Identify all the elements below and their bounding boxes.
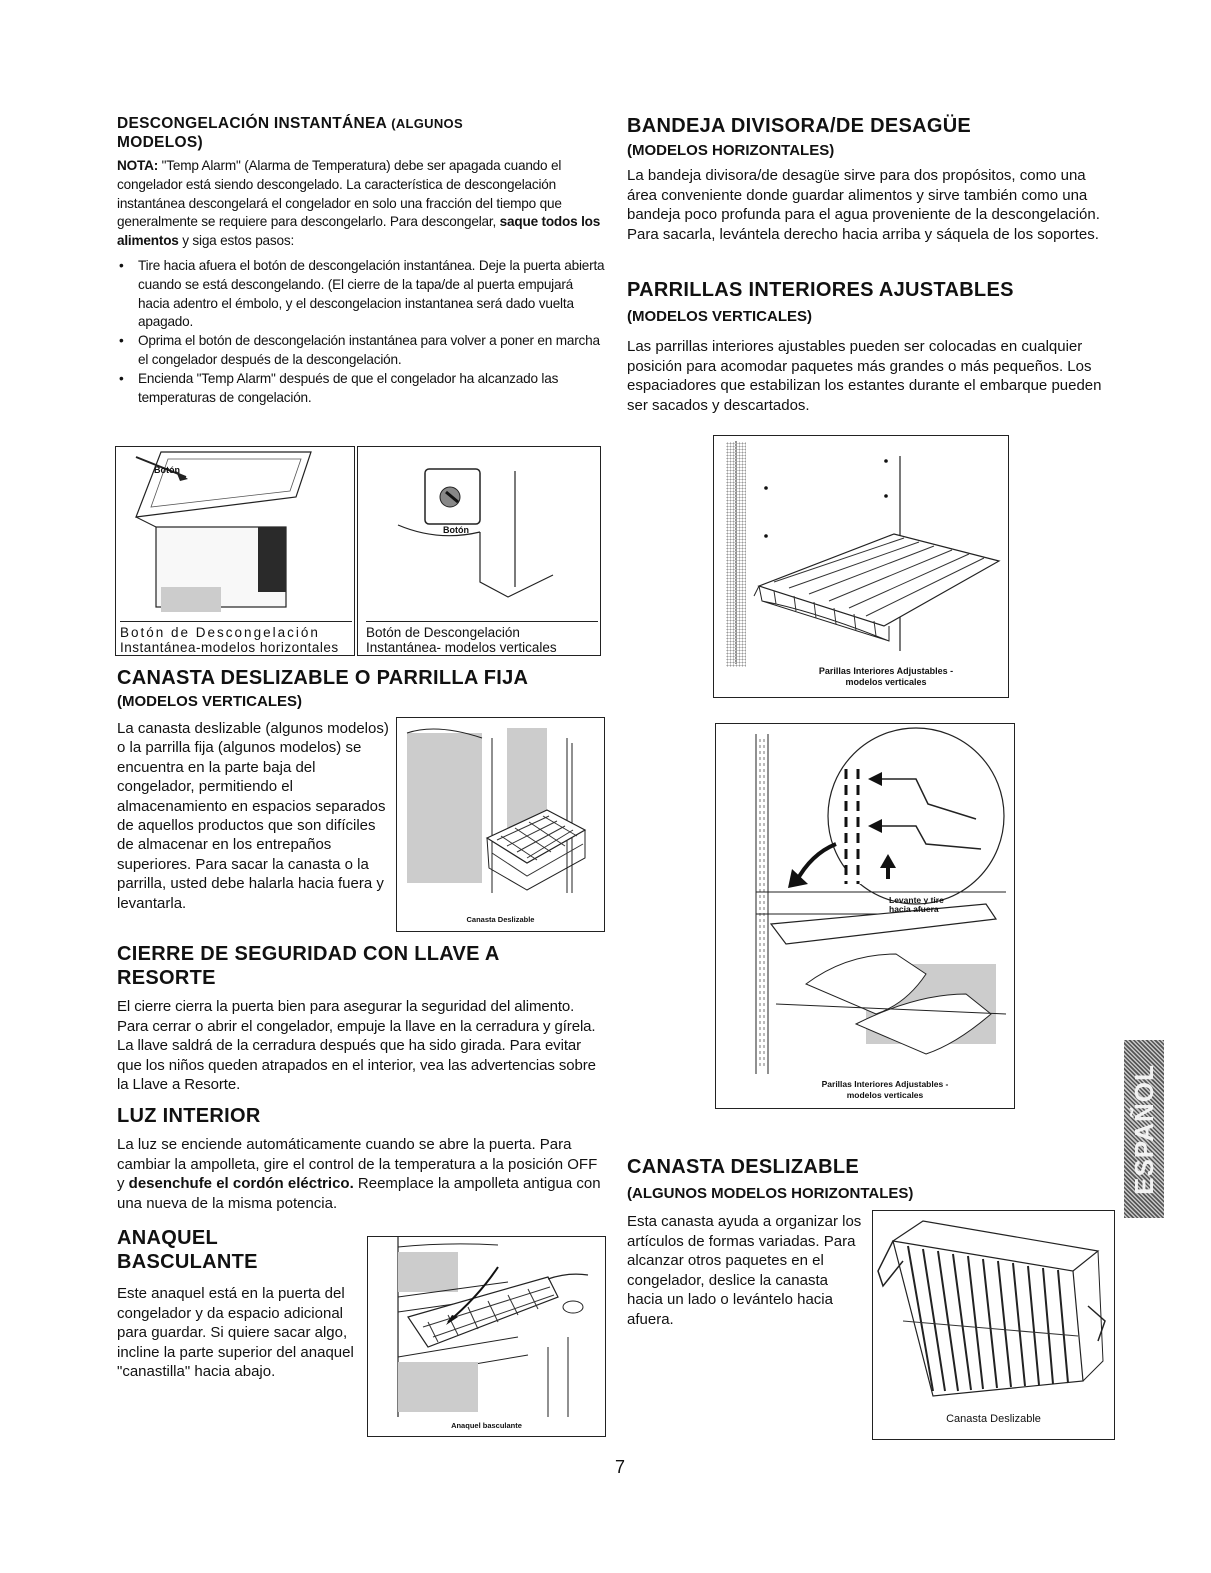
fig-caption: Canasta Deslizable [946,1413,1041,1425]
canasta-fija-body: La canasta deslizable (algunos modelos) o la parrilla fija (algunos modelos) se encuentra en la parte baja del congelador, permitiendo el almacenamiento en espacios separados de aquellos productos que son difíciles de almacenar en los entrepaños superiores. Para sacar la canasta o la parrilla, usted debe halarla hacia fuera y levantarla. [117,720,389,912]
figure-canasta-deslizable [396,717,605,932]
fig-label-boton: Botón [154,465,180,475]
chest-basket-illustration [873,1211,1113,1411]
caption-line: Parillas Interiores Adjustables - [818,666,954,676]
luz-text: Reemplace la ampolleta antigua con una nueva de la misma potencia. [117,1175,601,1212]
fig-label-levante [889,896,944,914]
figure-boton-horizontal [115,446,355,656]
section-luz [117,1104,607,1213]
canasta-h-body: Esta canasta ayuda a organizar los artículos de formas variadas. Para alcanzar otros paquetes en el congelador, deslice la canasta hacia un lado o levántelo hacia afuera. [627,1213,862,1328]
heading-descongelacion [117,114,607,152]
section-canasta-h [627,1155,1117,1204]
label-line: hacia afuera [889,904,939,914]
lift-shelf-illustration [716,724,1013,1079]
heading-part: ANAQUEL [117,1227,218,1249]
nota-text: "Temp Alarm" (Alarma de Temperatura) debe ser apagada cuando el congelador está siendo descongelado. La característica de descongelación instantánea descongelará el congelador en solo una fracción del tiempo que generalmente se requiere para descongelarlo. Para descongelar, [117,158,562,230]
caption-line: Botón de Descongelación [120,625,320,640]
bullet-item: • Oprima el botón de descongelación instantánea para volver a poner en marcha el congelador después de la descongelación. [117,332,607,370]
parrillas-body: Las parrillas interiores ajustables pueden ser colocadas en cualquier posición para acomodar paquetes más grandes o más pequeños. Los espaciadores que estabilizan los estantes durante el embarque pueden ser sacados y descartados. [627,338,1102,414]
label-line: Levante y tire [889,895,944,905]
heading-part: MODELOS) [117,134,203,151]
nota-label: NOTA: [117,158,159,173]
section-parrillas [627,278,1117,415]
fig-caption [776,1079,994,1101]
fig-caption [784,666,988,688]
luz-text: La luz se enciende automáticamente cuando se abre la puerta. Para cambiar la ampolleta, gire el control de la temperatura a la posición OFF y [117,1136,598,1193]
figure-boton-vertical [357,446,601,656]
heading-parrillas: PARRILLAS INTERIORES AJUSTABLES [627,279,1014,301]
tilting-shelf-illustration [368,1237,604,1417]
subheading-parrillas: (MODELOS VERTICALES) [627,308,813,325]
nota-end: y siga estos pasos: [178,233,295,249]
language-side-tab [1124,1040,1164,1218]
figure-anaquel [367,1236,606,1437]
bandeja-body: La bandeja divisora/de desagüe sirve para dos propósitos, como una área conveniente donde guardar alimentos y sirve también como una bandeja poco profunda para el agua proveniente de la descongelación. Para sacarla, levántela derecho hacia arriba y sáquela de los soportes. [627,167,1100,243]
heading-luz: LUZ INTERIOR [117,1105,261,1127]
sliding-basket-illustration [397,718,603,913]
nota-paragraph [117,157,607,251]
fig-caption [120,621,352,655]
desc-bullets [117,257,607,407]
heading-cierre [117,942,607,990]
heading-canasta-h: CANASTA DESLIZABLE [627,1156,860,1178]
subheading-bandeja: (MODELOS HORIZONTALES) [627,142,835,159]
wall-texture [726,442,746,667]
fig-caption [366,621,598,655]
heading-bandeja: BANDEJA DIVISORA/DE DESAGÜE [627,115,972,137]
page-number: 7 [614,1457,625,1477]
upright-button-illustration [358,447,598,615]
anaquel-body: Este anaquel está en la puerta del congelador y da espacio adicional para guardar. Si quiere sacar algo, incline la parte superior del anaquel "canastilla" hacia abajo. [117,1285,354,1381]
heading-anaquel [117,1226,357,1274]
heading-part: RESORTE [117,967,216,989]
fig-label-boton: Botón [443,525,469,535]
caption-line: Instantánea-modelos horizontales [120,640,339,655]
section-canasta-fija [117,666,607,712]
section-descongelacion [117,114,607,407]
heading-part: (ALGUNOS [391,116,463,131]
fig-caption: Anaquel basculante [451,1421,522,1430]
heading-canasta-fija: CANASTA DESLIZABLE O PARRILLA FIJA [117,667,529,689]
luz-body [117,1135,607,1213]
heading-part: DESCONGELACIÓN INSTANTÁNEA [117,115,387,132]
caption-line: modelos verticales [846,1090,924,1100]
subheading-canasta-fija: (MODELOS VERTICALES) [117,693,303,710]
caption-line: Parillas Interiores Adjustables - [821,1079,949,1089]
section-anaquel [117,1226,357,1382]
figure-parrillas-1 [713,435,1009,698]
adjustable-shelf-illustration [714,436,1007,666]
section-bandeja [627,114,1117,244]
luz-bold: desenchufe el cordón eléctrico. [128,1175,354,1193]
caption-line: Botón de Descongelación [366,625,520,640]
cierre-body: El cierre cierra la puerta bien para asegurar la seguridad del alimento. Para cerrar o abrir el congelador, empuje la llave en la cerradura y gírela. La llave saldrá de la cerradura después que ha sido girada. Para evitar que los niños queden atrapados en el interior, vea las advertencias sobre la Llave a Resorte. [117,998,596,1094]
chest-freezer-illustration [116,447,353,615]
nota-bold: saque todos los alimentos [117,214,601,249]
section-cierre [117,942,607,1095]
bullet-item: • Encienda "Temp Alarm" después de que el congelador ha alcanzado las temperaturas de congelación. [117,370,607,408]
heading-part: BASCULANTE [117,1251,258,1273]
caption-line: modelos verticales [845,677,927,687]
side-tab-text: ESPAÑOL [1128,1063,1159,1195]
caption-line: Instantánea- modelos verticales [366,640,557,655]
subheading-canasta-h: (ALGUNOS MODELOS HORIZONTALES) [627,1185,914,1202]
heading-part: CIERRE DE SEGURIDAD CON LLAVE A [117,943,500,965]
figure-canasta-h [872,1210,1115,1440]
bullet-item: • Tire hacia afuera el botón de descongelación instantánea. Deje la puerta abierta cuando se está descongelando. (El cierre de la tapa/de al puerta empujará hacia adentro el émbolo, y el descongelacion instantanea será dado vuelta apagado. [117,257,607,332]
fig-caption: Canasta Deslizable [466,915,535,924]
figure-parrillas-2 [715,723,1015,1109]
